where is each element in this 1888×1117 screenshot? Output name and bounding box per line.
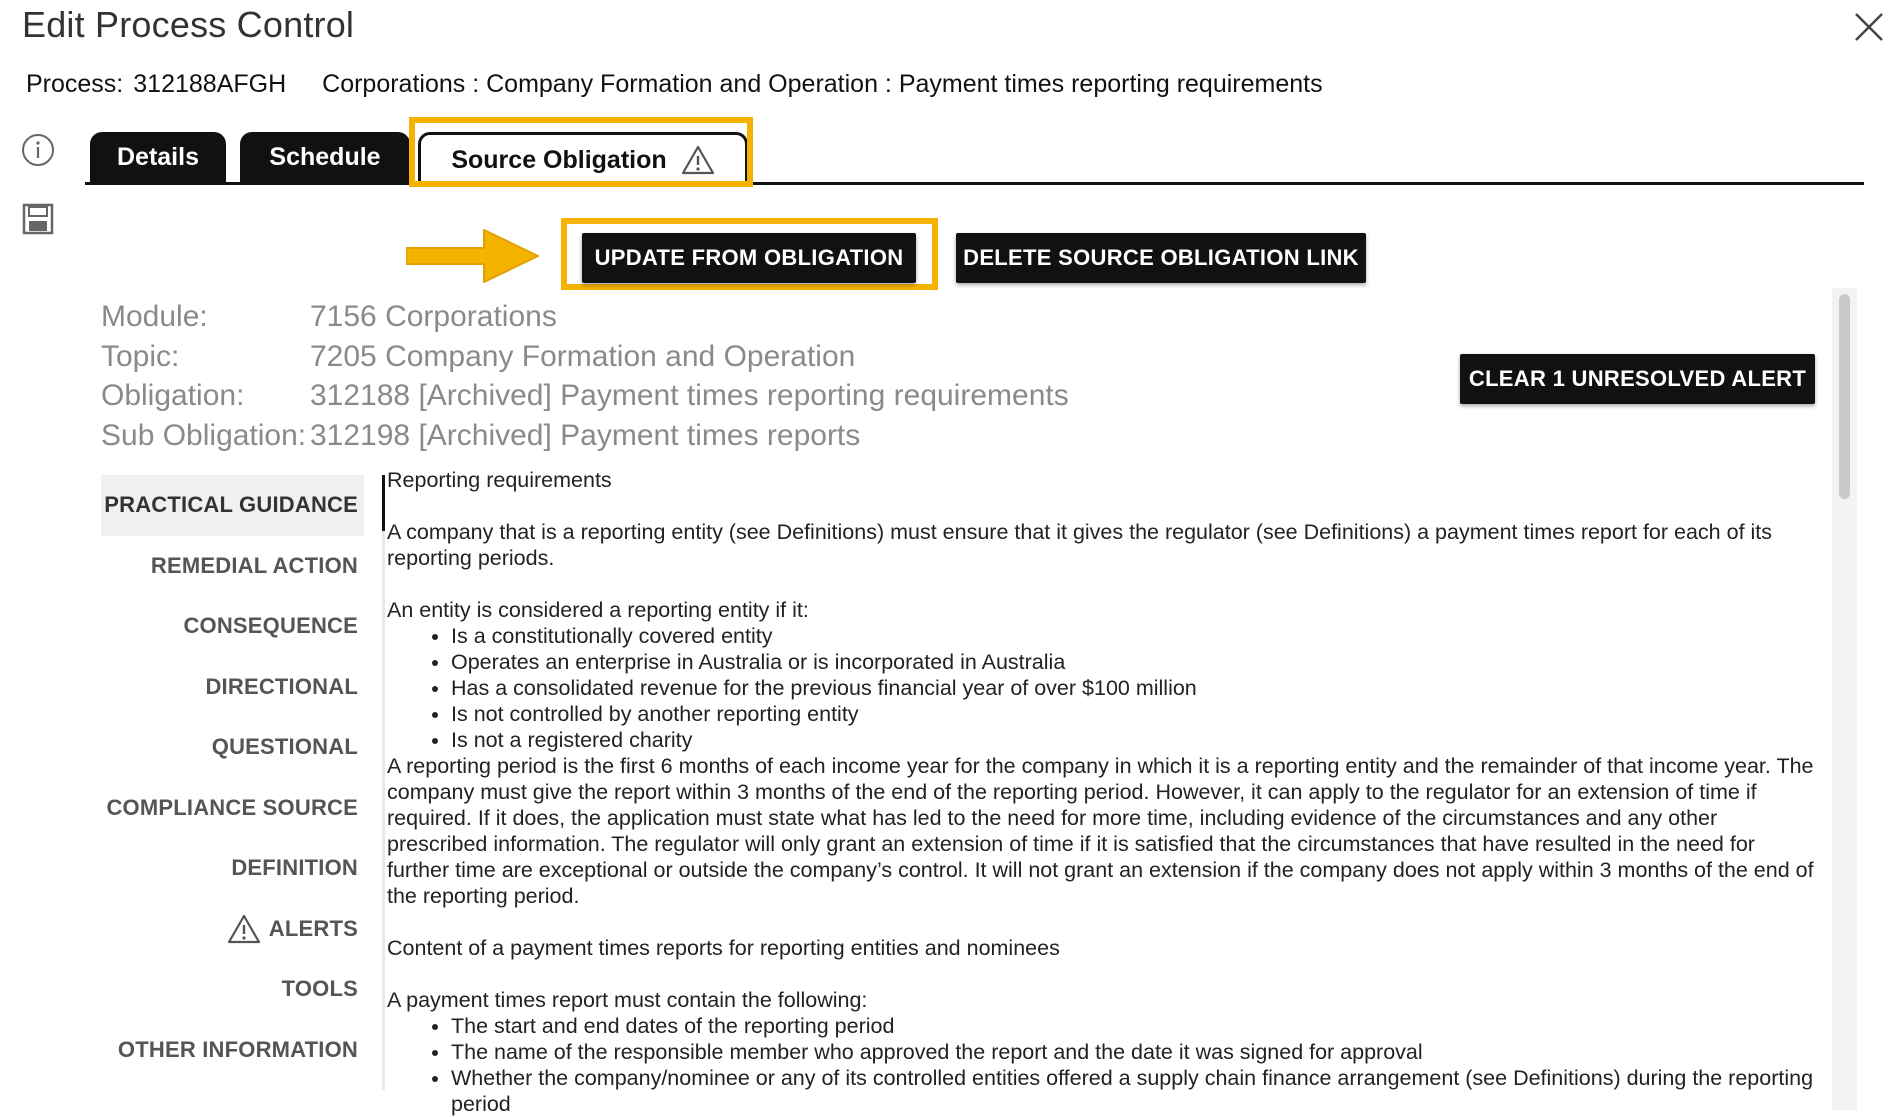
obligation-meta <box>101 300 1069 458</box>
section-divider <box>382 475 385 1090</box>
section-remedial-action[interactable]: REMEDIAL ACTION <box>150 552 358 578</box>
tab-source-obligation[interactable] <box>418 132 748 185</box>
meta-sub-obligation <box>101 419 1069 459</box>
warning-icon <box>681 145 715 175</box>
warning-icon <box>227 913 261 945</box>
list-item: • The name of the responsible member who approved the report and the date it was signed for approval <box>451 1039 1817 1065</box>
content-heading: Reporting requirements <box>387 468 612 492</box>
tab-schedule[interactable] <box>240 132 410 182</box>
process-info <box>26 70 1323 99</box>
meta-obligation <box>101 379 1069 419</box>
save-icon[interactable] <box>20 201 56 237</box>
content-list <box>387 623 1817 753</box>
list-item: • Operates an enterprise in Australia or is incorporated in Australia <box>451 649 1817 675</box>
process-path: Corporations : Company Formation and Operation : Payment times reporting requirements <box>322 70 1323 98</box>
section-nav <box>101 475 364 1080</box>
meta-label: Sub Obligation: <box>101 418 307 452</box>
section-definition[interactable]: DEFINITION <box>231 855 358 881</box>
meta-topic <box>101 340 1069 380</box>
content-list <box>387 1013 1817 1117</box>
content-paragraph: A reporting period is the first 6 months of each income year for the company in which it is a reporting entity and the remainder of that income year. The company must give the report within 3 months of the end of the reporting period. However, it can apply to the regulator for an extension of time if required. If it does, the application must state what has led to the need for more time, including evidence of the circumstances and any other prescribed information. The regulator will only grant an extension of time if it is satisfied that the circumstances that have resulted in the need for further time are exceptional or outside the company’s control. It will not grant an extension if the company does not apply within 3 months of the end of the reporting period. <box>387 754 1814 908</box>
meta-value: 7205 Company Formation and Operation <box>310 339 856 373</box>
section-tools[interactable]: TOOLS <box>281 976 358 1002</box>
content-paragraph: A payment times report must contain the following: <box>387 988 868 1012</box>
page-title: Edit Process Control <box>22 4 355 45</box>
side-toolbar <box>20 132 56 270</box>
list-item: • Is not a registered charity <box>451 727 1817 753</box>
tab-bar <box>85 132 1864 185</box>
section-alerts[interactable] <box>101 899 364 960</box>
list-item: • Is not controlled by another reporting entity <box>451 701 1817 727</box>
meta-value: 7156 Corporations <box>310 300 557 333</box>
process-label: Process: <box>26 70 124 98</box>
list-item: • The start and end dates of the reporting period <box>451 1013 1817 1039</box>
content-scrollbar[interactable] <box>1832 288 1857 1110</box>
info-icon[interactable] <box>20 132 56 168</box>
active-section-marker <box>382 475 385 531</box>
meta-value: 312188 [Archived] Payment times reporting requirements <box>310 379 1069 412</box>
scrollbar-thumb[interactable] <box>1839 294 1850 499</box>
content-paragraph: An entity is considered a reporting entity if it: <box>387 598 809 622</box>
tab-schedule-label: Schedule <box>269 142 381 171</box>
list-item: • Is a constitutionally covered entity <box>451 623 1817 649</box>
arrow-right-icon <box>406 224 541 288</box>
clear-unresolved-alert-button[interactable]: CLEAR 1 UNRESOLVED ALERT <box>1460 354 1815 404</box>
meta-module <box>101 300 1069 340</box>
meta-label: Topic: <box>101 339 180 373</box>
content-heading: Content of a payment times reports for reporting entities and nominees <box>387 936 1060 960</box>
guidance-content <box>387 467 1817 1117</box>
update-from-obligation-button[interactable]: UPDATE FROM OBLIGATION <box>582 233 916 283</box>
section-practical-guidance[interactable]: PRACTICAL GUIDANCE <box>101 475 364 536</box>
section-directional[interactable]: DIRECTIONAL <box>205 673 358 699</box>
meta-label: Module: <box>101 300 208 333</box>
delete-source-obligation-link-button[interactable]: DELETE SOURCE OBLIGATION LINK <box>956 233 1366 283</box>
list-item: • Has a consolidated revenue for the previous financial year of over $100 million <box>451 675 1817 701</box>
process-id: 312188AFGH <box>133 70 287 98</box>
section-consequence[interactable]: CONSEQUENCE <box>183 613 358 639</box>
section-questional[interactable]: QUESTIONAL <box>211 734 358 760</box>
tab-source-obligation-label: Source Obligation <box>451 145 667 174</box>
meta-value: 312198 [Archived] Payment times reports <box>310 418 861 452</box>
content-paragraph: A company that is a reporting entity (see Definitions) must ensure that it gives the regulator (see Definitions) a payment times report for each of its reporting periods. <box>387 520 1773 570</box>
section-other-information[interactable]: OTHER INFORMATION <box>117 1036 358 1062</box>
section-alerts-label: ALERTS <box>268 915 358 941</box>
close-icon[interactable] <box>1848 8 1888 48</box>
list-item: • Whether the company/nominee or any of its controlled entities offered a supply chain finance arrangement (see Definitions) during the reporting period <box>451 1065 1817 1117</box>
meta-label: Obligation: <box>101 379 245 412</box>
section-compliance-source[interactable]: COMPLIANCE SOURCE <box>106 794 358 820</box>
tab-details-label: Details <box>117 142 199 171</box>
tab-details[interactable] <box>90 132 226 182</box>
